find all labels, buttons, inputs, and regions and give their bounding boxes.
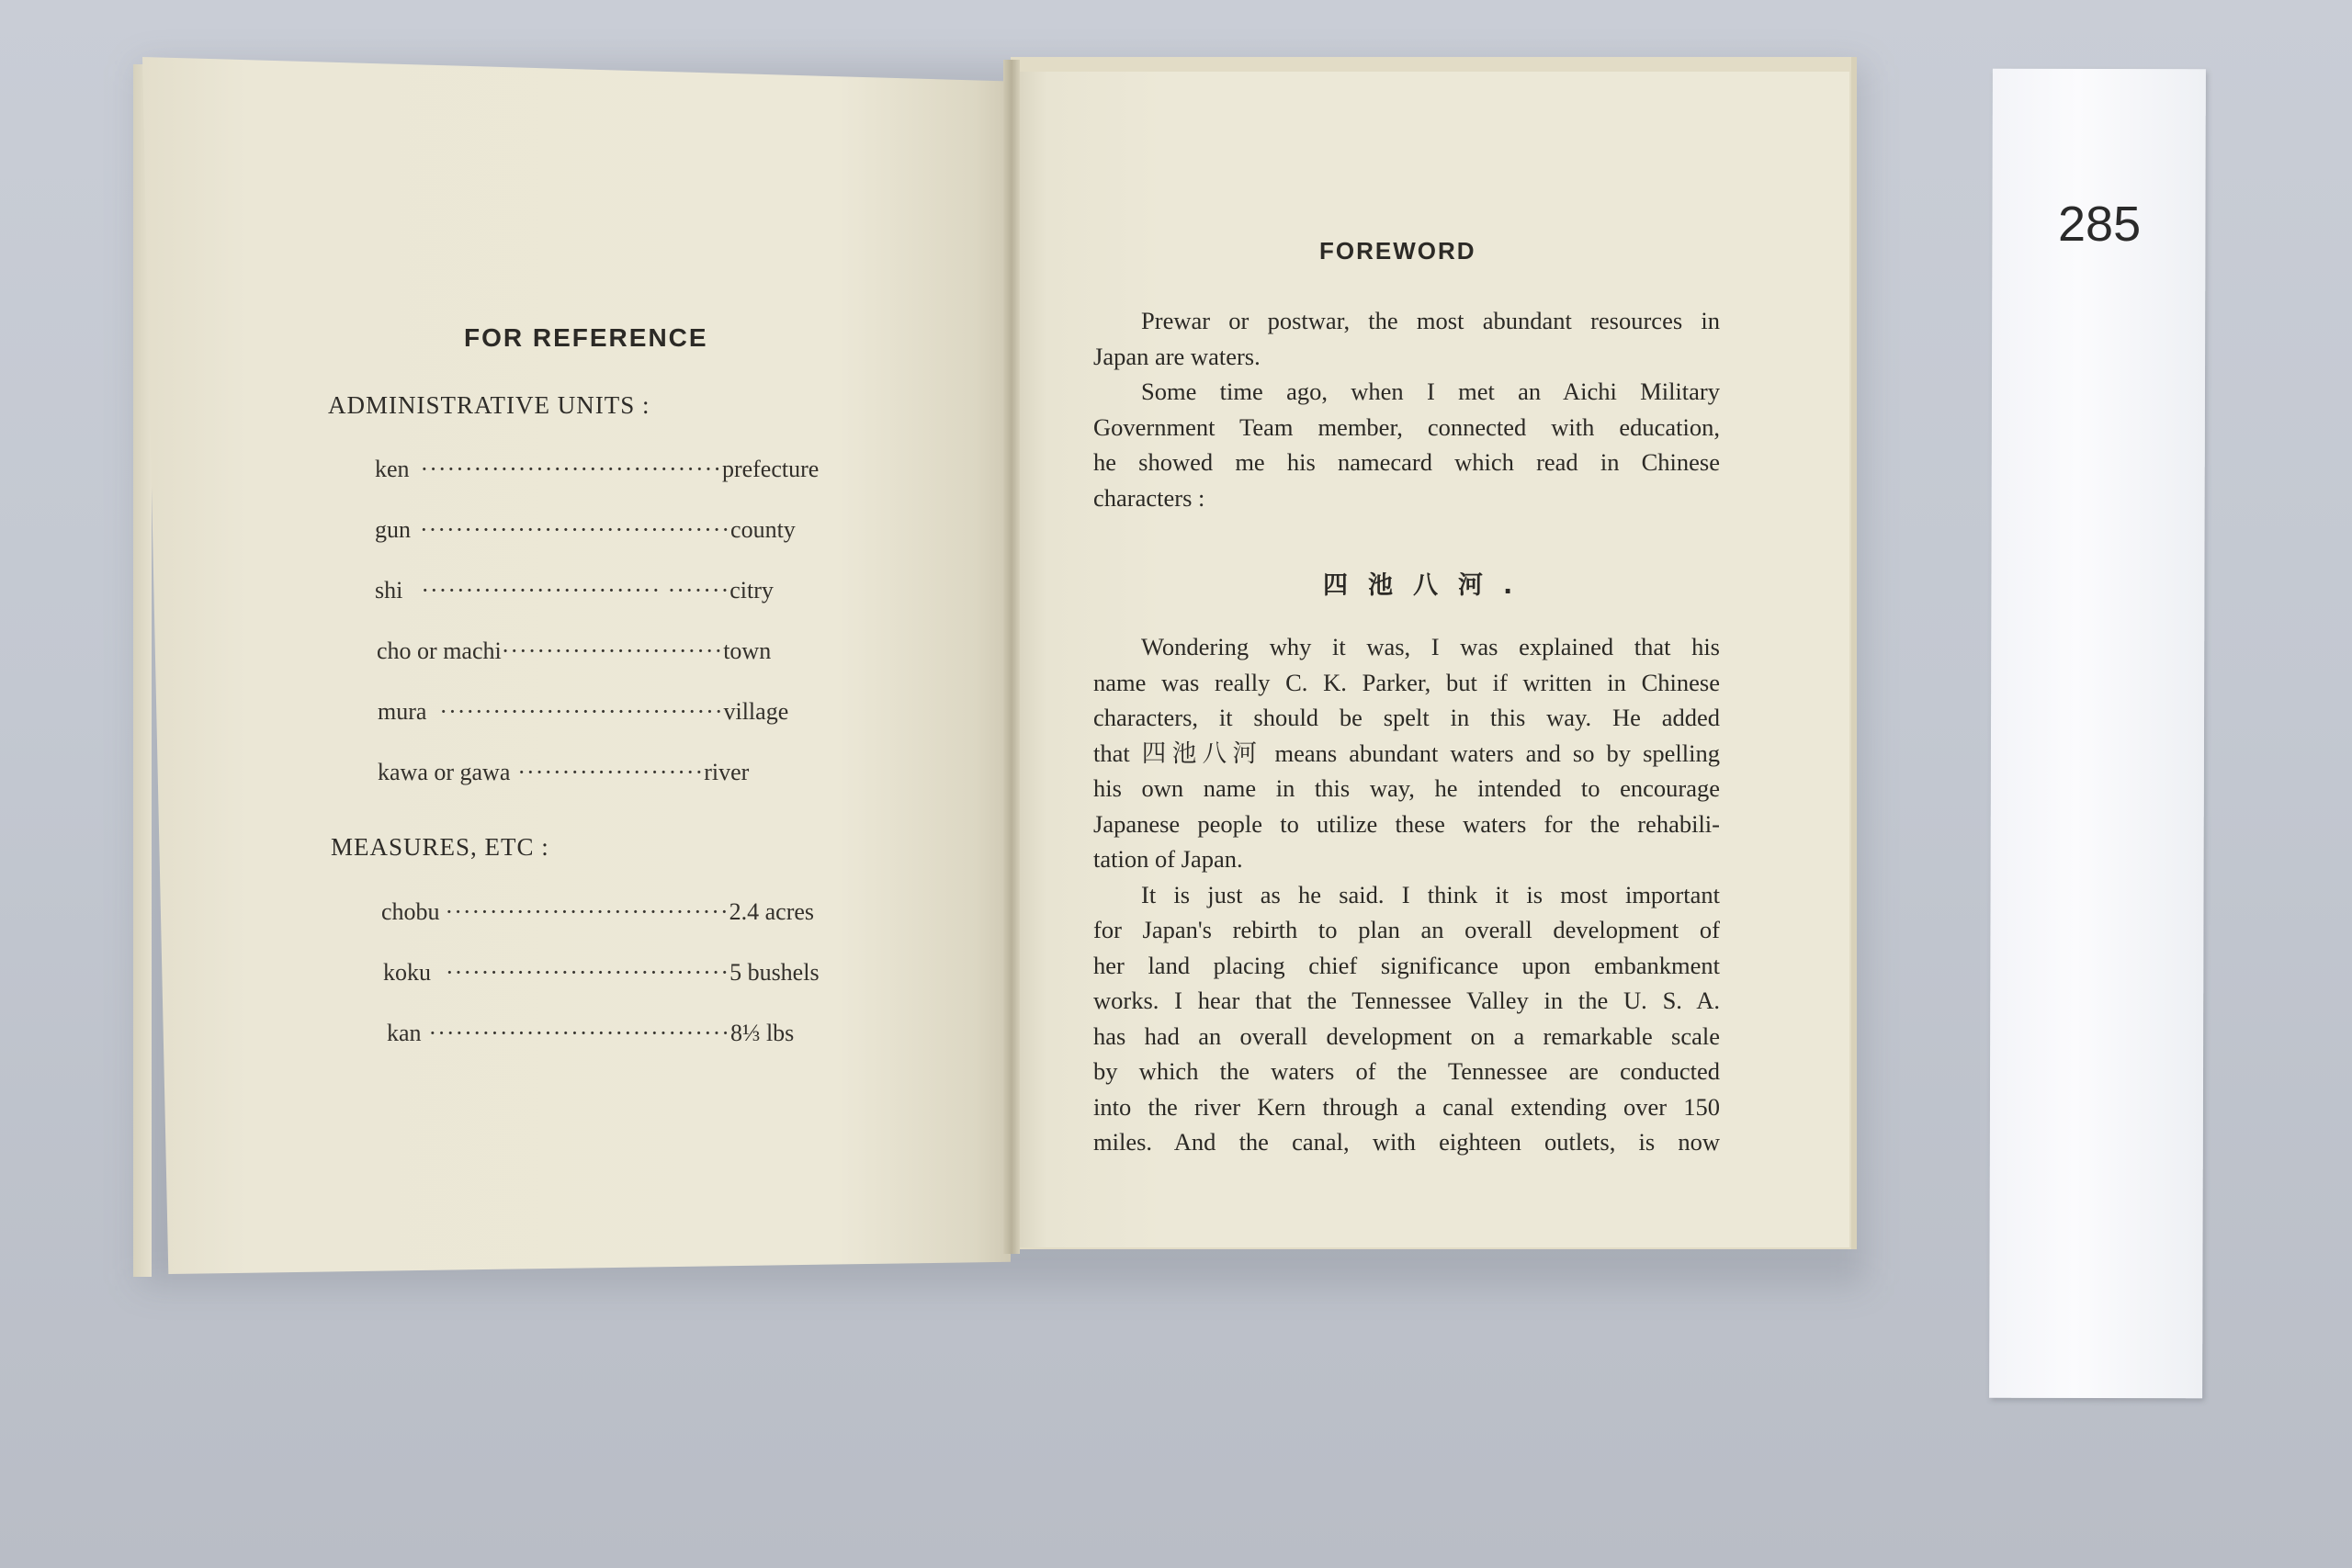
unit-meaning: town (723, 637, 772, 664)
measures-title: MEASURES, ETC : (331, 833, 549, 861)
admin-unit-row (377, 637, 771, 665)
unit-term: gun (375, 516, 411, 543)
text-line: his own name in this way, he intended to encourage (1093, 774, 1720, 802)
admin-unit-row (375, 577, 774, 604)
leader-dots: ································ (446, 959, 730, 986)
unit-meaning: village (723, 698, 789, 725)
number-slip (1989, 69, 2206, 1399)
text-line: for Japan's rebirth to plan an overall development of (1093, 916, 1720, 943)
unit-meaning: county (730, 516, 796, 543)
admin-unit-row (375, 456, 819, 483)
unit-term: cho or machi (377, 637, 502, 664)
leader-dots: ····················· (517, 759, 705, 785)
leader-dots: ·································· (428, 1020, 730, 1046)
measure-term: kan (387, 1020, 422, 1046)
slip-number: 285 (2058, 197, 2142, 252)
leader-dots: ································ (439, 698, 724, 725)
foreword-heading: FOREWORD (1319, 237, 1476, 265)
text-line: Wondering why it was, I was explained that his (1141, 633, 1720, 660)
text-line: characters, it should be spelt in this way. He added (1093, 704, 1720, 731)
measure-meaning: 5 bushels (729, 959, 820, 986)
kanji-name: 四池八河. (1323, 571, 1533, 600)
text-line: It is just as he said. I think it is most important (1141, 880, 1720, 908)
unit-term: ken (375, 456, 410, 482)
admin-units-title: ADMINISTRATIVE UNITS : (328, 391, 650, 419)
unit-term: mura (378, 698, 427, 725)
measure-meaning: 8⅓ lbs (729, 1020, 795, 1046)
text-line: Government Team member, connected with education, (1093, 412, 1720, 441)
measure-meaning: 2.4 acres (729, 898, 815, 925)
leader-dots: ·································· (420, 456, 722, 482)
admin-unit-row (375, 516, 796, 544)
text-line: that 四池八河 means abundant waters and so by spelling (1093, 739, 1720, 767)
reference-heading: FOR REFERENCE (464, 323, 708, 352)
measure-row (383, 959, 820, 987)
text-line: her land placing chief significance upon embankment (1093, 951, 1720, 979)
left-page (142, 57, 1011, 1274)
text-line: works. I hear that the Tennessee Valley in the U. S. A. (1093, 987, 1720, 1014)
text-line: into the river Kern through a canal extending over 150 (1093, 1092, 1720, 1121)
text-line: he showed me his namecard which read in Chinese (1093, 448, 1720, 476)
admin-unit-row (378, 698, 788, 726)
text-line: name was really C. K. Parker, but if written in Chinese (1093, 668, 1720, 696)
leader-dots: ··································· (420, 516, 731, 543)
unit-meaning: citry (729, 577, 774, 604)
text-line: characters : (1093, 483, 1205, 512)
text-line: Some time ago, when I met an Aichi Military (1141, 378, 1720, 405)
leader-dots: ··························· ······· (421, 577, 730, 604)
measure-term: koku (383, 959, 431, 986)
text-line: by which the waters of the Tennessee are conducted (1093, 1057, 1720, 1085)
leader-dots: ························· (501, 637, 724, 664)
measure-row (387, 1020, 794, 1047)
measure-row (381, 898, 814, 926)
book-gutter (1003, 60, 1020, 1254)
foreword-intro (1093, 303, 1720, 515)
text-line: Prewar or postwar, the most abundant resources in (1141, 307, 1720, 334)
admin-unit-row (378, 759, 749, 786)
text-line: miles. And the canal, with eighteen outlets, is now (1093, 1128, 1720, 1156)
text-line: has had an overall development on a remarkable scale (1093, 1021, 1720, 1050)
text-line: Japan are waters. (1093, 342, 1261, 370)
unit-meaning: river (704, 759, 750, 785)
unit-term: shi (375, 577, 403, 604)
unit-meaning: prefecture (721, 456, 820, 482)
unit-term: kawa or gawa (378, 759, 511, 785)
text-line: Japanese people to utilize these waters for the rehabili- (1093, 809, 1720, 838)
measure-term: chobu (381, 898, 440, 925)
text-line: tation of Japan. (1093, 845, 1243, 873)
leader-dots: ································ (445, 898, 729, 925)
foreword-body (1093, 629, 1720, 1160)
